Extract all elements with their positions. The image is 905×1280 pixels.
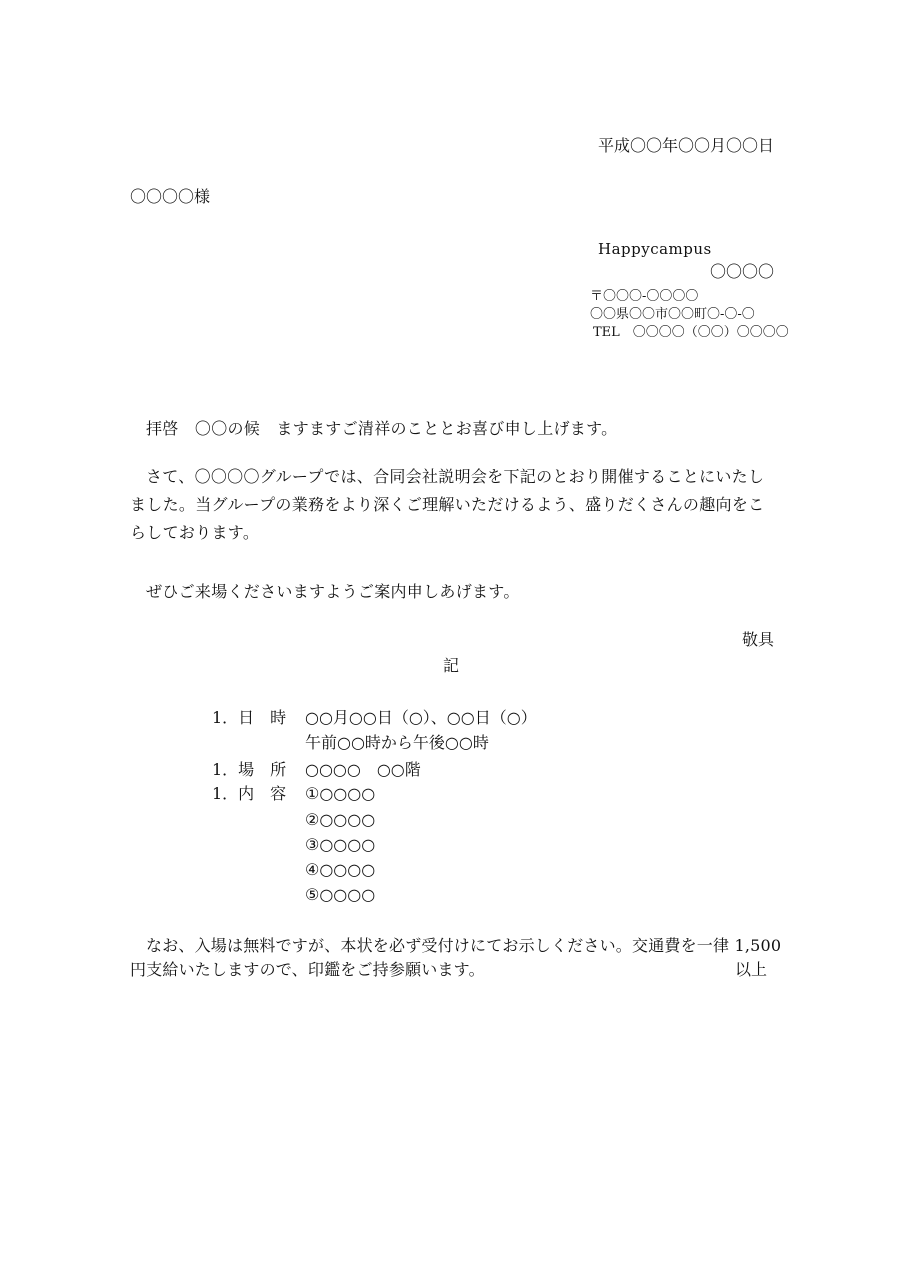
closing-ijo: 以上: [735, 960, 768, 979]
item-content-label: 1．内 容: [212, 784, 287, 803]
content-item-3: ③○○○○: [305, 835, 376, 854]
ki-heading: 記: [443, 656, 460, 675]
item-time-value: 午前○○時から午後○○時: [305, 733, 489, 752]
sender-name: 〇〇〇〇: [709, 262, 774, 281]
item-place-label: 1．場 所: [212, 760, 287, 779]
note-paragraph: [130, 934, 780, 982]
letter-date: 平成〇〇年〇〇月〇〇日: [597, 136, 774, 155]
sender-address: 〇〇県〇〇市〇〇町〇-〇-〇: [590, 307, 755, 322]
item-place-value: ○○○○ ○○階: [305, 760, 421, 779]
sender-company: Happycampus: [598, 240, 712, 258]
item-date-value: ○○月○○日（○）、○○日（○）: [305, 708, 537, 727]
closing-keigu: 敬具: [741, 630, 774, 649]
note-line-2: 円支給いたしますので、印鑑をご持参願います。: [130, 960, 485, 979]
note-line-1: なお、入場は無料ですが、本状を必ず受付けにてお示しください。交通費を一律 1,500: [146, 936, 782, 955]
content-item-5: ⑤○○○○: [305, 885, 376, 904]
recipient-name: 〇〇〇〇様: [130, 187, 211, 206]
greeting-paragraph: 拝啓 〇〇の候 ますますご清祥のこととお喜び申し上げます。: [146, 419, 618, 438]
sender-tel: TEL 〇〇〇〇（〇〇）〇〇〇〇: [593, 325, 789, 340]
body-paragraph-1: さて、〇〇〇〇グループでは、合同会社説明会を下記のとおり開催することにいたしました。当グループの業務をより深くご理解いただけるよう、盛りだくさんの趣向をこらしております。: [130, 467, 765, 542]
body-paragraph-2: ぜひご来場くださいますようご案内申しあげます。: [146, 582, 520, 601]
content-item-4: ④○○○○: [305, 860, 376, 879]
content-item-2: ②○○○○: [305, 810, 376, 829]
item-date-label: 1．日 時: [212, 708, 287, 727]
content-item-1: ①○○○○: [305, 784, 376, 803]
sender-zip: 〒〇〇〇-〇〇〇〇: [590, 289, 699, 304]
